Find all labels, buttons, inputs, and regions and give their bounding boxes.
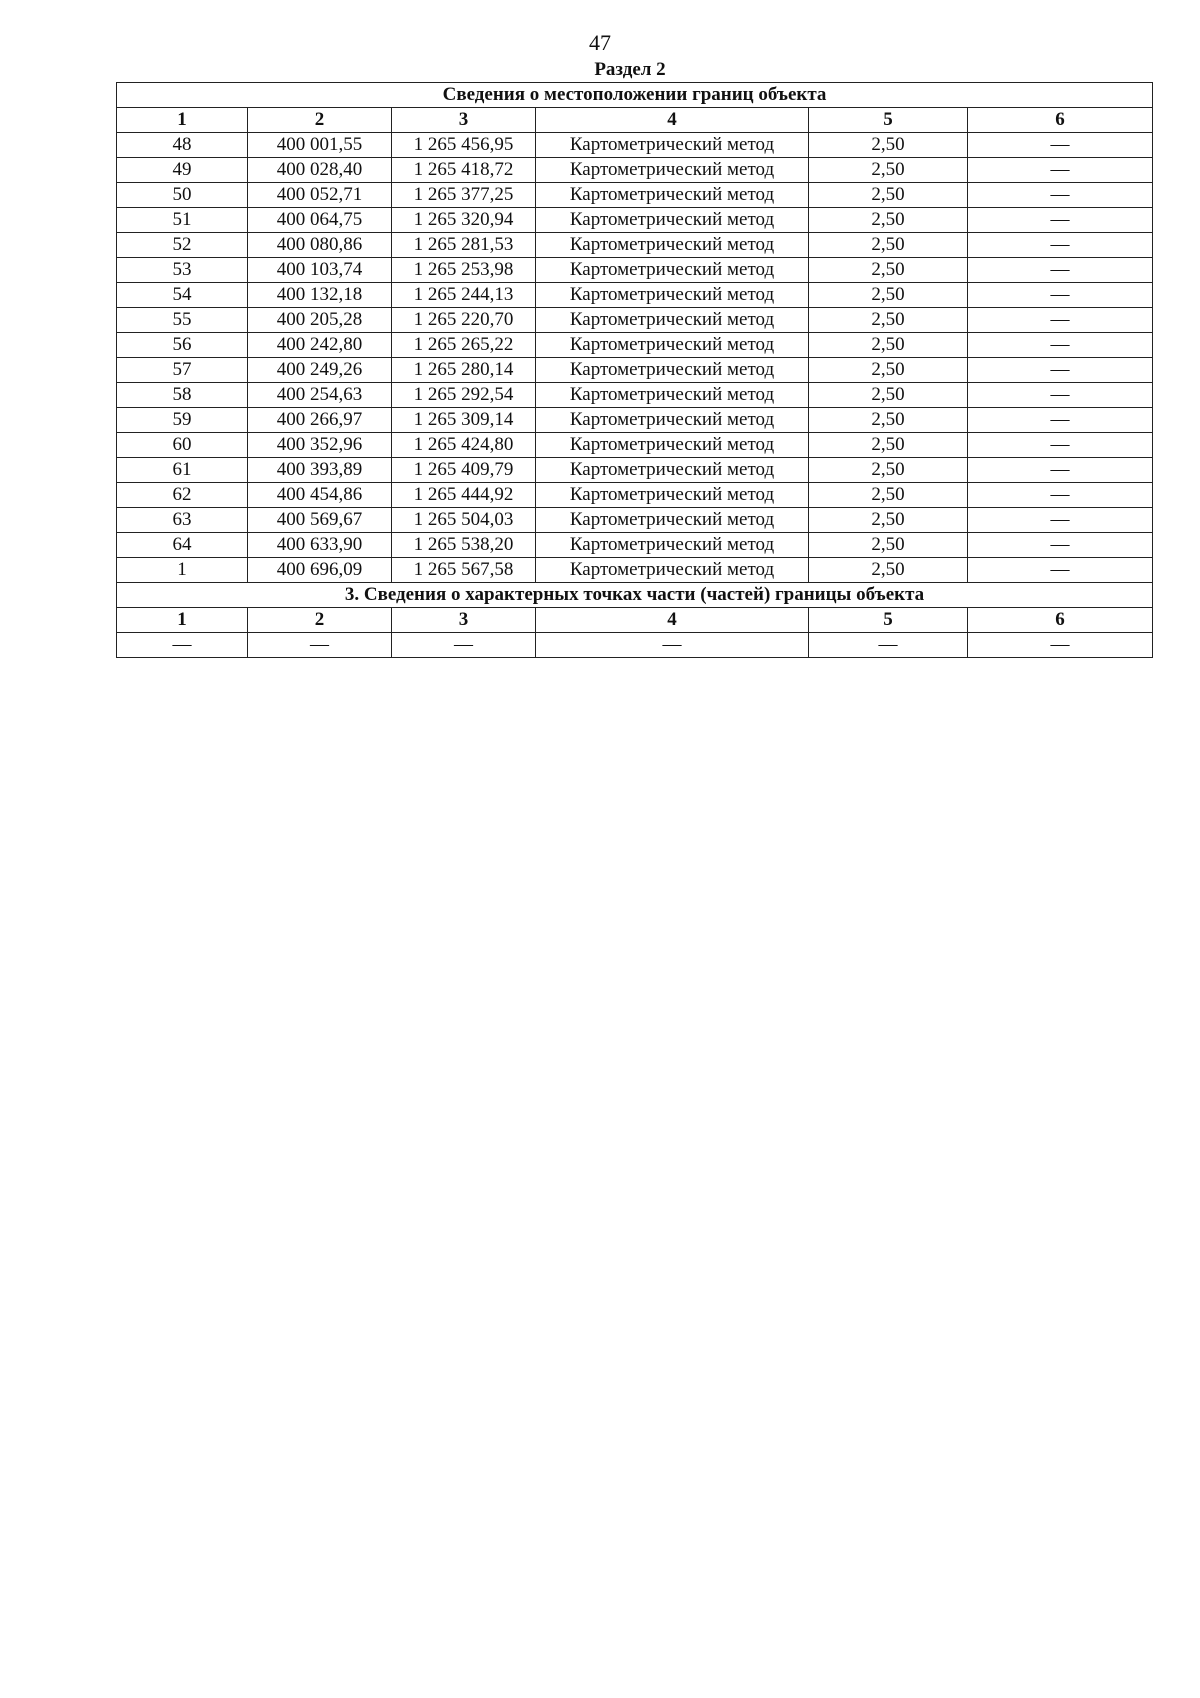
table-cell: 1 265 418,72 [392,158,536,183]
table-row [117,208,1153,233]
table-row [117,333,1153,358]
table-title-row [117,83,1153,108]
table-cell: 400 242,80 [248,333,392,358]
table-cell: 400 569,67 [248,508,392,533]
table-cell: 2,50 [809,333,968,358]
table-cell: 2,50 [809,283,968,308]
table-cell: — [392,633,536,658]
table-row [117,233,1153,258]
table-cell: Картометрический метод [536,533,809,558]
table-cell: 1 265 292,54 [392,383,536,408]
table-cell: — [968,383,1153,408]
table-cell: 1 265 444,92 [392,483,536,508]
table-cell: 400 028,40 [248,158,392,183]
table-cell: — [968,358,1153,383]
table-cell: Картометрический метод [536,133,809,158]
table-cell: 2,50 [809,308,968,333]
table-cell: — [968,158,1153,183]
table-cell: 1 265 320,94 [392,208,536,233]
table-cell: 400 696,09 [248,558,392,583]
table-cell: 400 205,28 [248,308,392,333]
table-cell: — [968,308,1153,333]
table-cell: 2,50 [809,208,968,233]
table-row [117,358,1153,383]
table-cell: 51 [117,208,248,233]
table-cell: — [968,408,1153,433]
table-row [117,408,1153,433]
table-cell: 2,50 [809,508,968,533]
table-cell: 400 080,86 [248,233,392,258]
table-cell: 1 265 244,13 [392,283,536,308]
table-cell: 60 [117,433,248,458]
table-cell: 2 [248,108,392,133]
table-row [117,158,1153,183]
table-row [117,508,1153,533]
table-cell: Картометрический метод [536,408,809,433]
table-cell: 2,50 [809,558,968,583]
table-cell: 2,50 [809,258,968,283]
table-cell: Картометрический метод [536,233,809,258]
table-cell: 1 265 377,25 [392,183,536,208]
table-cell: 1 265 567,58 [392,558,536,583]
table-cell: 400 633,90 [248,533,392,558]
boundary-table [116,82,1153,658]
table-cell: Картометрический метод [536,333,809,358]
page-number: 47 [589,30,611,55]
column-header-row [117,108,1153,133]
table-cell: — [968,483,1153,508]
table-row [117,458,1153,483]
section3-title-row [117,583,1153,608]
table-cell: 2,50 [809,358,968,383]
table-row [117,383,1153,408]
table-row [117,558,1153,583]
table-cell: 55 [117,308,248,333]
table-cell: — [248,633,392,658]
table-row [117,483,1153,508]
table-cell: 2,50 [809,383,968,408]
table-cell: 2,50 [809,158,968,183]
table-cell: 6 [968,608,1153,633]
table-cell: Картометрический метод [536,158,809,183]
table-cell: — [968,258,1153,283]
table-cell: 1 265 538,20 [392,533,536,558]
table-cell: 6 [968,108,1153,133]
table-row [117,633,1153,658]
table-cell: 2,50 [809,483,968,508]
table-row [117,283,1153,308]
table-cell: — [968,208,1153,233]
table-row [117,133,1153,158]
table-cell: 400 266,97 [248,408,392,433]
table-cell: 400 393,89 [248,458,392,483]
table-cell: 400 352,96 [248,433,392,458]
table-cell: 1 265 220,70 [392,308,536,333]
table-cell: Картометрический метод [536,258,809,283]
table-cell: 1 [117,558,248,583]
table-cell: 2,50 [809,408,968,433]
table-cell: 2,50 [809,133,968,158]
table-cell: — [968,133,1153,158]
table-row [117,433,1153,458]
table-cell: 5 [809,608,968,633]
table-cell: Картометрический метод [536,458,809,483]
table-cell: 2,50 [809,433,968,458]
table-cell: 1 265 424,80 [392,433,536,458]
table-cell: — [968,633,1153,658]
table-cell: 1 265 253,98 [392,258,536,283]
table-cell: 53 [117,258,248,283]
table-cell: — [968,558,1153,583]
table-title-row-cell: Сведения о местоположении границ объекта [117,83,1153,108]
table-cell: 1 265 504,03 [392,508,536,533]
table-cell: 400 132,18 [248,283,392,308]
table-cell: 2,50 [809,183,968,208]
table-cell: 5 [809,108,968,133]
table-cell: — [968,458,1153,483]
table-cell: 400 064,75 [248,208,392,233]
table-cell: 61 [117,458,248,483]
table-cell: Картометрический метод [536,558,809,583]
table-cell: — [968,533,1153,558]
table-cell: Картометрический метод [536,208,809,233]
table-cell: 1 265 309,14 [392,408,536,433]
table-cell: — [968,183,1153,208]
table-cell: Картометрический метод [536,383,809,408]
table-row [117,258,1153,283]
table-cell: 2 [248,608,392,633]
table-row [117,183,1153,208]
table-cell: 62 [117,483,248,508]
table-cell: 1 265 409,79 [392,458,536,483]
table-cell: Картометрический метод [536,283,809,308]
table-cell: 1 265 456,95 [392,133,536,158]
table-cell: 3 [392,108,536,133]
table-cell: 400 103,74 [248,258,392,283]
table-cell: 50 [117,183,248,208]
table-cell: — [968,333,1153,358]
table-cell: Картометрический метод [536,433,809,458]
table-cell: 2,50 [809,458,968,483]
table-cell: 57 [117,358,248,383]
table-cell: 2,50 [809,233,968,258]
table-cell: 400 249,26 [248,358,392,383]
table-cell: 48 [117,133,248,158]
table-cell: 54 [117,283,248,308]
section-label: Раздел 2 [594,59,666,80]
table-cell: 1 [117,608,248,633]
table-cell: 63 [117,508,248,533]
table-cell: 400 001,55 [248,133,392,158]
table-cell: — [968,508,1153,533]
table-cell: 52 [117,233,248,258]
table-cell: — [117,633,248,658]
table-cell: 1 265 265,22 [392,333,536,358]
table-cell: Картометрический метод [536,308,809,333]
table-cell: Картометрический метод [536,483,809,508]
table-row [117,308,1153,333]
table-cell: — [536,633,809,658]
table-cell: Картометрический метод [536,183,809,208]
table-cell: 1 [117,108,248,133]
table-cell: 2,50 [809,533,968,558]
table-cell: 1 265 281,53 [392,233,536,258]
table-cell: 4 [536,608,809,633]
table-cell: Картометрический метод [536,508,809,533]
table-cell: 1 265 280,14 [392,358,536,383]
table-cell: — [968,283,1153,308]
table-cell: 59 [117,408,248,433]
table-cell: — [809,633,968,658]
table-cell: 56 [117,333,248,358]
table-cell: 400 454,86 [248,483,392,508]
table-cell: 3 [392,608,536,633]
table-cell: 400 254,63 [248,383,392,408]
table-cell: Картометрический метод [536,358,809,383]
table-cell: 400 052,71 [248,183,392,208]
table-row [117,533,1153,558]
table-cell: 49 [117,158,248,183]
table-cell: — [968,233,1153,258]
table-cell: 58 [117,383,248,408]
boundary-table-body [117,83,1153,658]
section3-title-row-cell: 3. Сведения о характерных точках части (частей) границы объекта [117,583,1153,608]
table-cell: — [968,433,1153,458]
table-cell: 4 [536,108,809,133]
table-cell: 64 [117,533,248,558]
section3-header-row [117,608,1153,633]
